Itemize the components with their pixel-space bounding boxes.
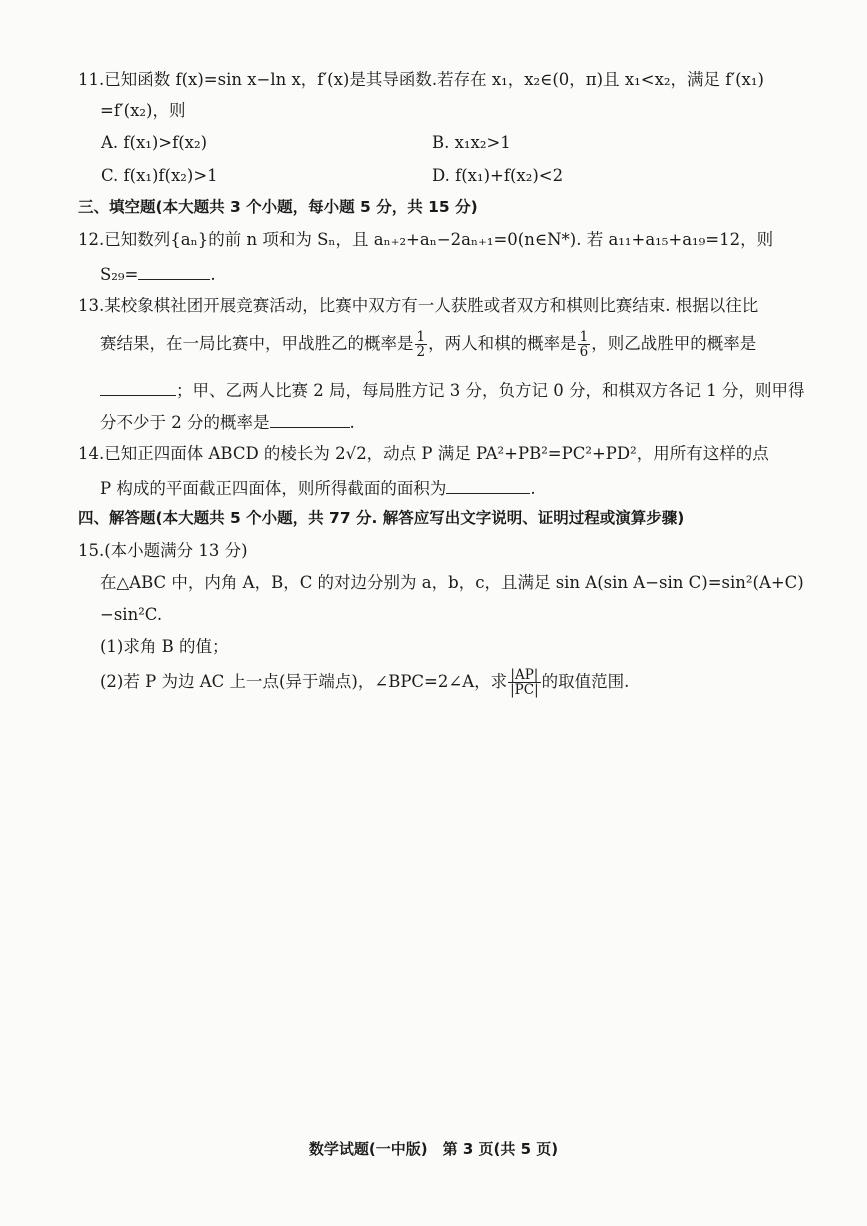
q15-header: 15.(本小题满分 13 分) [78, 541, 248, 560]
page-footer: 数学试题(一中版) 第 3 页(共 5 页) [308, 1140, 559, 1158]
q13-frac1-numerator: 1 [416, 329, 426, 345]
q13-stem-line1: 13.某校象棋社团开展竞赛活动，比赛中双方有一人获胜或者双方和棋则比赛结束. 根据以往比 [78, 296, 759, 315]
q15-part2-pre: (2)若 P 为边 AC 上一点(异于端点)，∠BPC=2∠A，求 [100, 672, 508, 692]
q13-frac2-denominator: 6 [579, 344, 589, 361]
q15-stem-line2: −sin²C. [100, 605, 163, 624]
q15-part-2 [100, 668, 629, 697]
q13-fraction-win [415, 330, 428, 359]
q15-ratio-fraction [508, 668, 541, 697]
q13-stem-line4 [100, 411, 355, 433]
q13-frac1-denominator: 2 [416, 344, 426, 361]
q14-stem-line2 [100, 477, 536, 499]
q13-stem-line2 [100, 330, 756, 359]
q14-line2-post: . [530, 479, 536, 498]
section-heading-fill-in: 三、填空题(本大题共 3 个小题，每小题 5 分，共 15 分) [78, 198, 478, 216]
q13-line2-a: 赛结果，在一局比赛中，甲战胜乙的概率是 [100, 334, 414, 354]
q15-part2-post: 的取值范围. [541, 672, 630, 692]
q11-option-b: B. x₁x₂>1 [432, 133, 511, 152]
q13-answer-blank-2 [270, 411, 350, 428]
q13-line4-pre: 分不少于 2 分的概率是 [100, 413, 270, 432]
q13-line3-post: ；甲、乙两人比赛 2 局，每局胜方记 3 分，负方记 0 分，和棋双方各记 1 分，则甲得 [176, 381, 805, 400]
q15-part-1: (1)求角 B 的值； [100, 637, 229, 656]
q14-stem-line1: 14.已知正四面体 ABCD 的棱长为 2√2，动点 P 满足 PA²+PB²=PC²+PD²，用所有这样的点 [78, 444, 769, 463]
q12-line2-post: . [210, 265, 216, 284]
q13-answer-blank-1 [100, 379, 176, 396]
q11-option-a: A. f(x₁)>f(x₂) [101, 133, 208, 152]
q13-stem-line3 [100, 379, 804, 401]
q11-stem-line1: 11.已知函数 f(x)=sin x−ln x，f′(x)是其导函数.若存在 x₁，x₂∈(0，π)且 x₁<x₂，满足 f′(x₁) [78, 70, 764, 89]
q15-frac-numerator: |AP| [508, 668, 541, 683]
q14-answer-blank [446, 477, 530, 494]
q11-option-c: C. f(x₁)f(x₂)>1 [101, 166, 218, 185]
q12-stem-line2 [100, 263, 216, 285]
q13-line2-b: ，两人和棋的概率是 [428, 334, 577, 354]
q11-stem-line2: =f′(x₂)，则 [100, 101, 186, 120]
q14-line2-pre: P 构成的平面截正四面体，则所得截面的面积为 [100, 479, 447, 498]
q12-line2-pre: S₂₉= [100, 265, 139, 284]
q15-frac-denominator: |PC| [510, 682, 539, 699]
q12-answer-blank [138, 263, 210, 280]
section-heading-solutions: 四、解答题(本大题共 5 个小题，共 77 分. 解答应写出文字说明、证明过程或演算步骤) [78, 509, 685, 527]
q13-fraction-draw [578, 330, 591, 359]
q15-stem-line1: 在△ABC 中，内角 A，B，C 的对边分别为 a，b，c，且满足 sin A(sin A−sin C)=sin²(A+C) [100, 573, 804, 592]
q13-line4-post: . [349, 413, 355, 432]
q11-option-d: D. f(x₁)+f(x₂)<2 [432, 166, 564, 185]
q12-stem-line1: 12.已知数列{aₙ}的前 n 项和为 Sₙ，且 aₙ₊₂+aₙ−2aₙ₊₁=0(n∈N*). 若 a₁₁+a₁₅+a₁₉=12，则 [78, 230, 774, 249]
q13-line2-c: ，则乙战胜甲的概率是 [591, 334, 757, 354]
q13-frac2-numerator: 1 [579, 329, 589, 345]
